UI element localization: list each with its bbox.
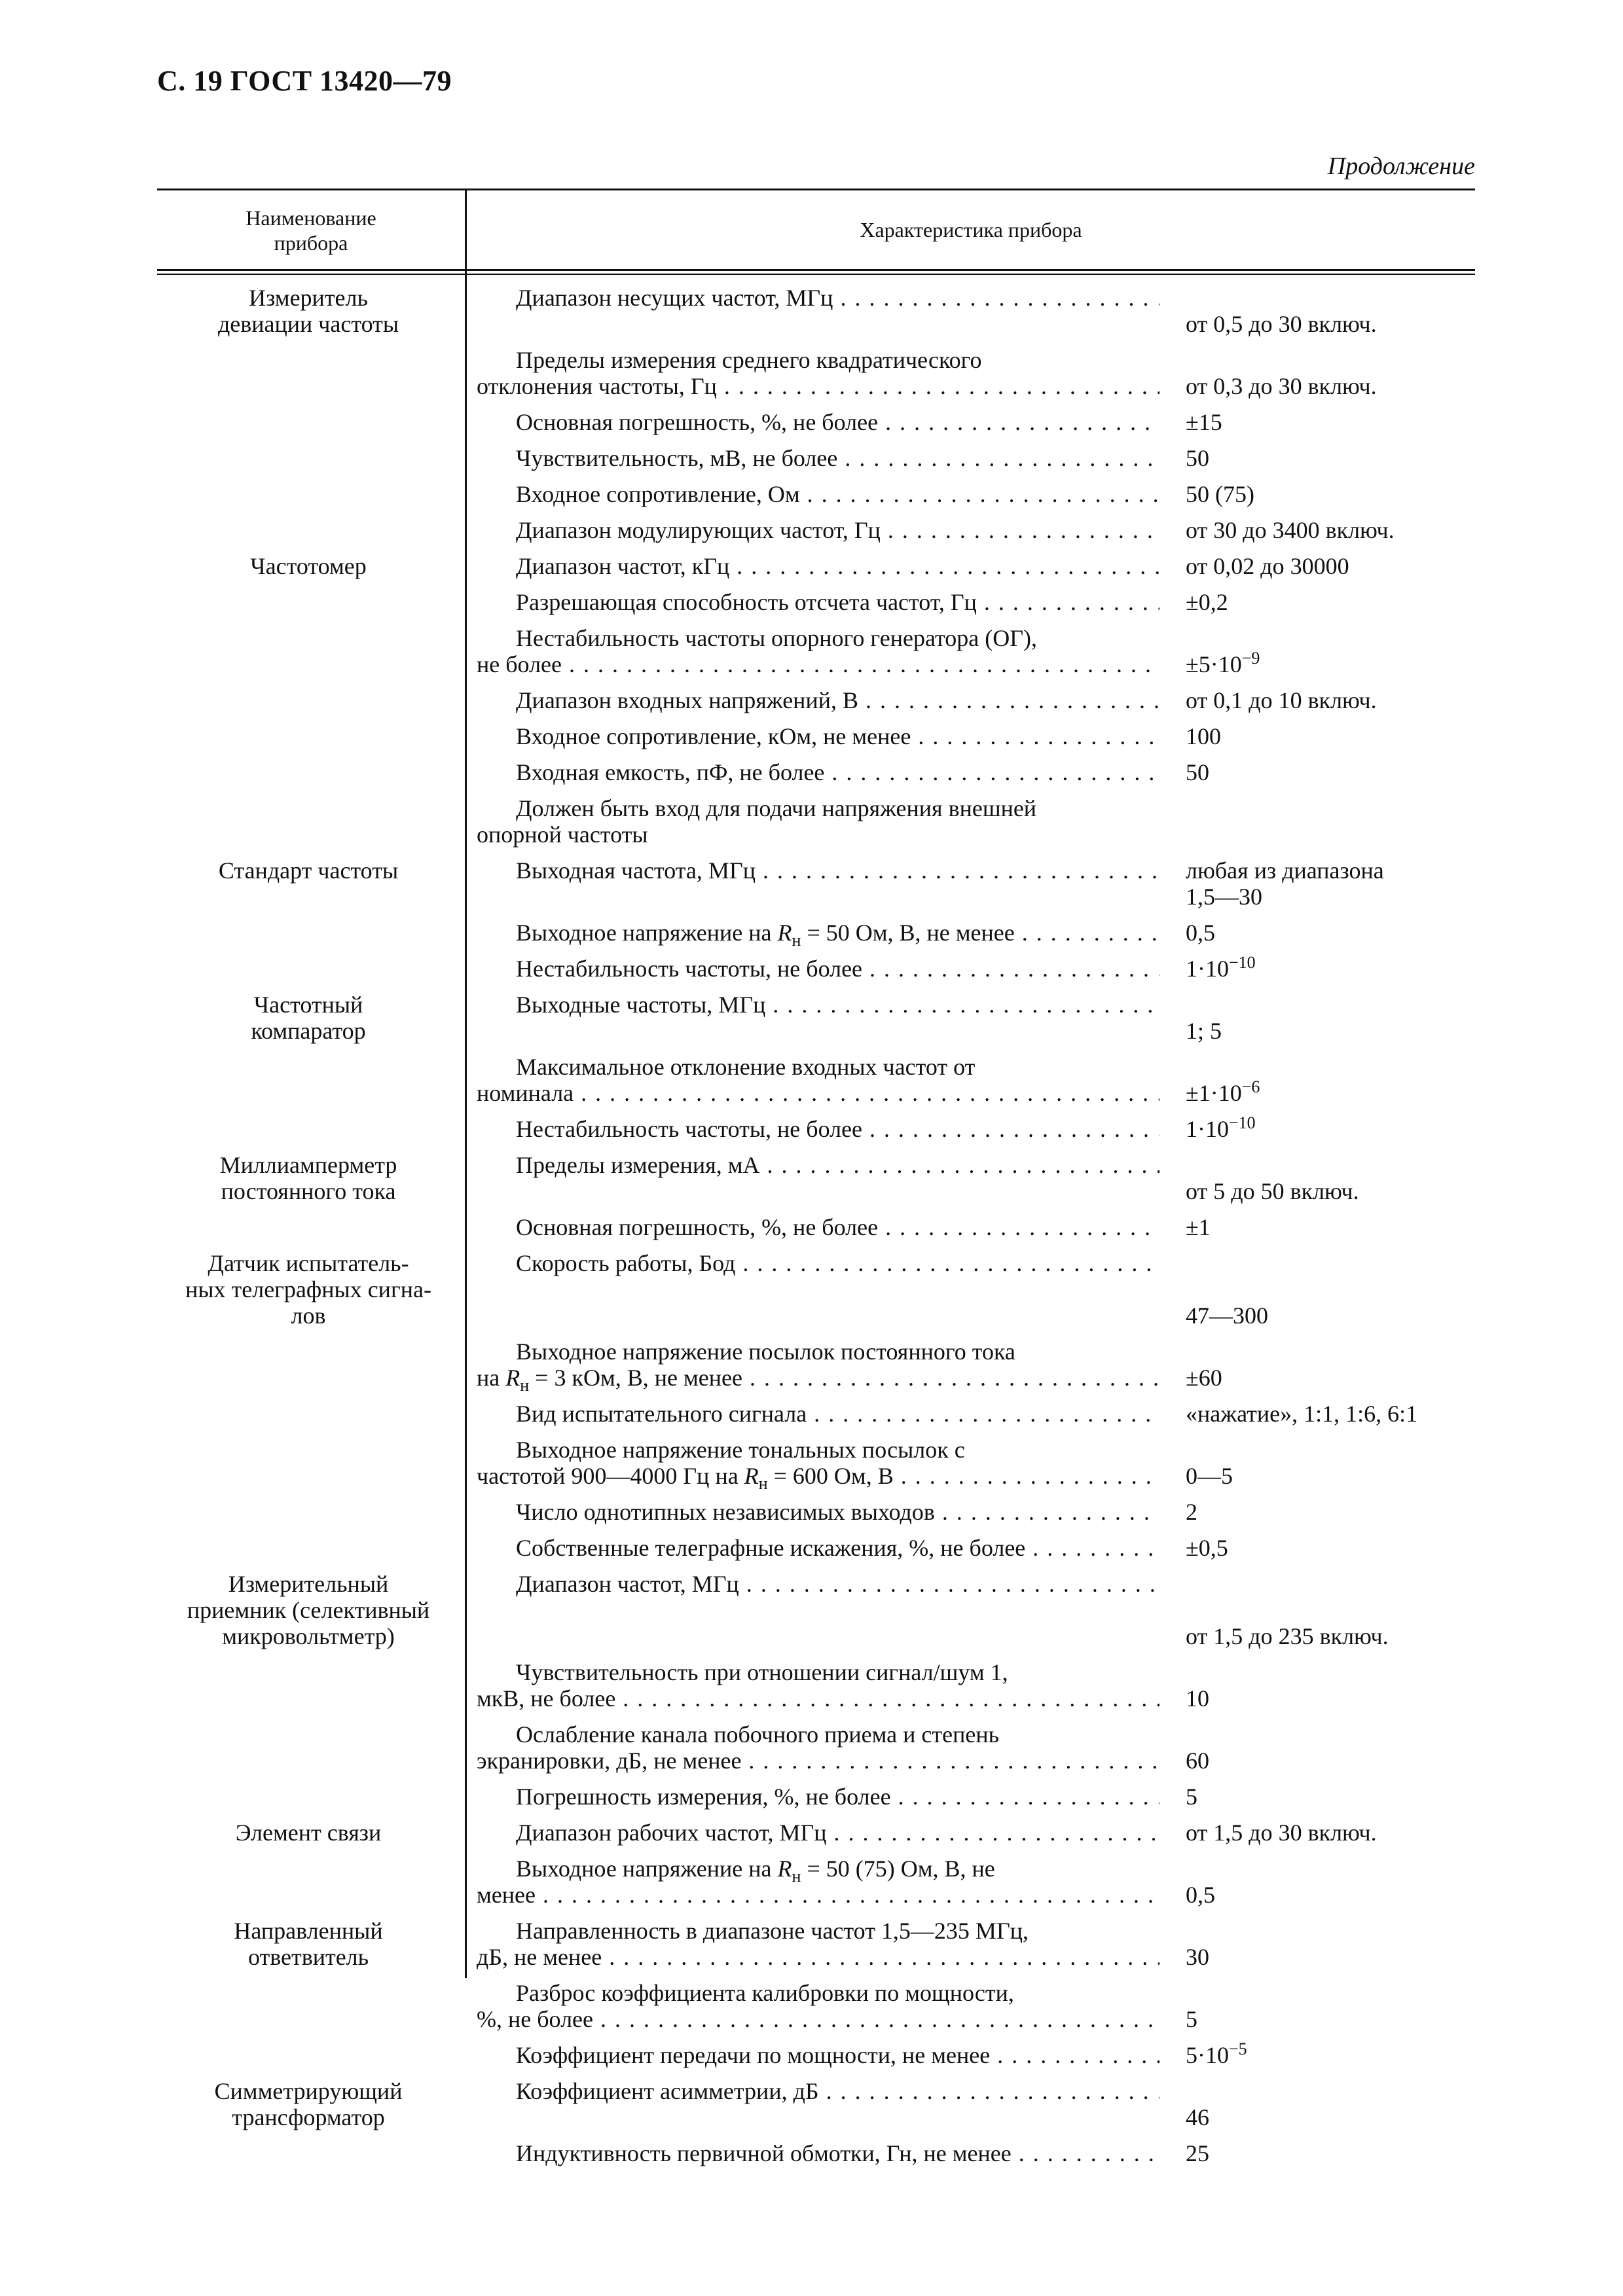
characteristic: Выходные частоты, МГц . . . xyxy=(477,992,1159,1044)
characteristic: Диапазон несущих частот, МГц . . . xyxy=(477,285,1159,337)
characteristic-value: «нажатие», 1:1, 1:6, 6:1 xyxy=(1186,1401,1418,1427)
device-name xyxy=(157,1499,465,1525)
characteristic: Диапазон входных напряжений, В . . . xyxy=(477,687,1159,713)
characteristic-value: 100 xyxy=(1186,723,1221,749)
table-row xyxy=(157,2140,1475,2166)
characteristic-value: 10 xyxy=(1186,1685,1209,1712)
characteristic-value: 5 xyxy=(1186,1784,1197,1810)
characteristic: Выходное напряжение на $R_н = 50$ Ом, В, не менее . . . xyxy=(477,920,1159,946)
characteristic-value: $1\cdot 10^{-10}$ xyxy=(1186,1113,1256,1142)
characteristic-value: 30 xyxy=(1186,1944,1209,1970)
characteristic: Разброс коэффициента калибровки по мощности, %, не более . . . xyxy=(477,1980,1159,2032)
table-row xyxy=(157,953,1475,982)
characteristic-value: 50 xyxy=(1186,445,1209,471)
characteristic-value: 47—300 xyxy=(1186,1302,1268,1329)
device-name: Миллиамперметр постоянного тока xyxy=(219,1152,397,1204)
column-header-device: Наименование прибора xyxy=(246,206,376,255)
device-name xyxy=(157,1054,465,1106)
table-row xyxy=(157,795,1475,848)
device-name xyxy=(157,625,465,677)
device-name xyxy=(157,1721,465,1774)
table-row xyxy=(157,1659,1475,1712)
device-name xyxy=(157,1401,465,1427)
characteristic: Выходная частота, МГц . . . xyxy=(477,857,1159,910)
table-row xyxy=(157,759,1475,785)
device-name xyxy=(157,1116,465,1142)
characteristic: Нестабильность частоты, не более . . . xyxy=(477,1116,1159,1142)
characteristic-value: $\pm 5\cdot 10^{-9}$ xyxy=(1186,649,1260,677)
table-row xyxy=(157,553,1475,579)
device-name xyxy=(157,1437,465,1489)
characteristic: Основная погрешность, %, не более . . . xyxy=(477,409,1159,435)
characteristic: Нестабильность частоты опорного генератора (ОГ), не более . . . xyxy=(477,625,1159,677)
table-body xyxy=(157,275,1475,2166)
device-name: Датчик испытатель- ных телеграфных сигна- лов xyxy=(185,1250,431,1329)
device-name: Измерительный приемник (селективный микровольтметр) xyxy=(187,1571,430,1649)
characteristic: Собственные телеграфные искажения, %, не более . . . xyxy=(477,1535,1159,1561)
device-name xyxy=(157,687,465,713)
characteristic: Погрешность измерения, %, не более . . . xyxy=(477,1784,1159,1810)
device-name: Элемент связи xyxy=(235,1820,382,1846)
table-row xyxy=(157,992,1475,1044)
characteristic: Коэффициент асимметрии, дБ . . . xyxy=(477,2078,1159,2130)
characteristic: Входная емкость, пФ, не более . . . xyxy=(477,759,1159,785)
device-name xyxy=(157,1338,465,1391)
table-row xyxy=(157,589,1475,615)
device-name xyxy=(157,517,465,543)
device-name xyxy=(157,589,465,615)
characteristic-value: от 1,5 до 235 включ. xyxy=(1186,1623,1389,1649)
table-row xyxy=(157,1152,1475,1204)
table-row xyxy=(157,1338,1475,1391)
characteristic-value: ±1 xyxy=(1186,1214,1211,1240)
characteristic: Коэффициент передачи по мощности, не менее . . . xyxy=(477,2042,1159,2068)
column-header-characteristic: Характеристика прибора xyxy=(860,218,1082,242)
device-name xyxy=(157,2042,465,2068)
characteristic: Должен быть вход для подачи напряжения внешней опорной частоты xyxy=(477,795,1037,848)
characteristic-value: от 0,5 до 30 включ. xyxy=(1186,311,1377,337)
table-row xyxy=(157,481,1475,507)
table-row xyxy=(157,1721,1475,1774)
characteristic: Диапазон рабочих частот, МГц . . . xyxy=(477,1820,1159,1846)
characteristic-value: ±60 xyxy=(1186,1365,1222,1391)
table-row xyxy=(157,625,1475,677)
characteristic-value: $1\cdot 10^{-10}$ xyxy=(1186,953,1256,982)
characteristic-value: 2 xyxy=(1186,1499,1197,1525)
device-name xyxy=(157,445,465,471)
device-name xyxy=(157,481,465,507)
characteristic: Диапазон частот, МГц . . . xyxy=(477,1571,1159,1649)
device-name xyxy=(157,2140,465,2166)
characteristic-value: 50 (75) xyxy=(1186,481,1254,507)
characteristic: Максимальное отклонение входных частот от номинала . . . xyxy=(477,1054,1159,1106)
characteristic-value: $\pm 1\cdot 10^{-6}$ xyxy=(1186,1077,1260,1106)
table-row xyxy=(157,1535,1475,1561)
characteristic-value: от 30 до 3400 включ. xyxy=(1186,517,1395,543)
table-row xyxy=(157,2078,1475,2130)
device-name xyxy=(157,1856,465,1908)
characteristic-value: 0,5 xyxy=(1186,1882,1215,1908)
table-row xyxy=(157,723,1475,749)
device-name xyxy=(157,1214,465,1240)
characteristic: Диапазон модулирующих частот, Гц . . . xyxy=(477,517,1159,543)
table-row xyxy=(157,1784,1475,1810)
device-name xyxy=(157,1535,465,1561)
characteristic: Разрешающая способность отсчета частот, Гц . . . xyxy=(477,589,1159,615)
characteristic-value: 0—5 xyxy=(1186,1463,1233,1489)
characteristic: Пределы измерения среднего квадратического отклонения частоты, Гц . . . xyxy=(477,347,1159,399)
characteristic: Вид испытательного сигнала . . . xyxy=(477,1401,1159,1427)
table-row xyxy=(157,409,1475,435)
device-name xyxy=(157,956,465,982)
device-name xyxy=(157,1980,465,2032)
characteristic: Пределы измерения, мА . . . xyxy=(477,1152,1159,1204)
characteristic-value: $5\cdot 10^{-5}$ xyxy=(1186,2039,1247,2068)
characteristic-value: 60 xyxy=(1186,1748,1209,1774)
characteristic: Выходное напряжение посылок постоянного тока на $R_н = 3$ кОм, В, не менее . . . xyxy=(477,1338,1159,1391)
characteristic: Нестабильность частоты, не более . . . xyxy=(477,956,1159,982)
characteristic-value: 50 xyxy=(1186,759,1209,785)
characteristic: Входное сопротивление, Ом . . . xyxy=(477,481,1159,507)
characteristic-value: 25 xyxy=(1186,2140,1209,2166)
characteristic-value: от 0,1 до 10 включ. xyxy=(1186,687,1377,713)
characteristic-value: 5 xyxy=(1186,2006,1197,2032)
table-row xyxy=(157,1980,1475,2032)
device-name xyxy=(157,409,465,435)
characteristic-value: от 5 до 50 включ. xyxy=(1186,1178,1359,1204)
characteristic: Диапазон частот, кГц . . . xyxy=(477,553,1159,579)
table-row xyxy=(157,2039,1475,2068)
device-name xyxy=(157,759,465,785)
table-row xyxy=(157,347,1475,399)
device-name xyxy=(157,1784,465,1810)
characteristic: Выходное напряжение тональных посылок с частотой 900—4000 Гц на $R_н = 600$ Ом, В . . . xyxy=(477,1437,1159,1489)
device-name: Направленный ответвитель xyxy=(234,1918,383,1970)
device-name xyxy=(157,795,465,848)
characteristic-value: ±15 xyxy=(1186,409,1222,435)
characteristic-value: от 0,3 до 30 включ. xyxy=(1186,373,1377,399)
table-row xyxy=(157,1401,1475,1427)
table-row xyxy=(157,1499,1475,1525)
page-header: С. 19 ГОСТ 13420—79 xyxy=(157,65,452,97)
device-name: Частотомер xyxy=(250,553,367,579)
characteristic-value: ±0,5 xyxy=(1186,1535,1228,1561)
characteristic: Индуктивность первичной обмотки, Гн, не менее . . . xyxy=(477,2140,1159,2166)
device-name xyxy=(157,920,465,946)
characteristic-value: от 0,02 до 30000 xyxy=(1186,553,1349,579)
device-name xyxy=(157,347,465,399)
header-rule xyxy=(157,269,1475,271)
characteristic-value: 46 xyxy=(1186,2104,1209,2130)
table-row xyxy=(157,920,1475,946)
table-row xyxy=(157,1054,1475,1106)
table-row xyxy=(157,1113,1475,1142)
characteristic-value: любая из диапазона 1,5—30 xyxy=(1186,857,1384,910)
characteristic-value: 1; 5 xyxy=(1186,1018,1222,1044)
table-top-rule xyxy=(157,188,1475,190)
table-row xyxy=(157,687,1475,713)
characteristic: Число однотипных независимых выходов . . . xyxy=(477,1499,1159,1525)
characteristic: Выходное напряжение на $R_н = 50$ (75) Ом, В, не менее . . . xyxy=(477,1856,1159,1908)
characteristic: Чувствительность, мВ, не более . . . xyxy=(477,445,1159,471)
characteristic: Входное сопротивление, кОм, не менее . . . xyxy=(477,723,1159,749)
device-name: Измеритель девиации частоты xyxy=(217,285,399,337)
characteristic: Направленность в диапазоне частот 1,5—235 МГц, дБ, не менее . . . xyxy=(477,1918,1159,1970)
table-row xyxy=(157,1820,1475,1846)
characteristic-value: ±0,2 xyxy=(1186,589,1228,615)
characteristic-value: от 1,5 до 30 включ. xyxy=(1186,1820,1377,1846)
table-row xyxy=(157,1250,1475,1329)
table-row xyxy=(157,285,1475,337)
table-row xyxy=(157,1918,1475,1970)
continuation-label: Продолжение xyxy=(1327,152,1475,180)
device-name: Стандарт частоты xyxy=(218,857,399,884)
device-name: Частотный компаратор xyxy=(251,992,366,1044)
characteristic-value xyxy=(1159,795,1448,848)
characteristic-value: 0,5 xyxy=(1186,920,1215,946)
device-name xyxy=(157,1659,465,1712)
device-name: Симметрирующий трансформатор xyxy=(214,2078,403,2130)
table-row xyxy=(157,1214,1475,1240)
table-row xyxy=(157,1571,1475,1649)
characteristic: Ослабление канала побочного приема и степень экранировки, дБ, не менее . . . xyxy=(477,1721,1159,1774)
characteristic: Скорость работы, Бод . . . xyxy=(477,1250,1159,1329)
table-row xyxy=(157,1437,1475,1489)
device-name xyxy=(157,723,465,749)
table-row xyxy=(157,857,1475,910)
table-row xyxy=(157,1856,1475,1908)
table-row xyxy=(157,517,1475,543)
characteristic: Чувствительность при отношении сигнал/шум 1, мкВ, не более . . . xyxy=(477,1659,1159,1712)
table-row xyxy=(157,445,1475,471)
characteristic: Основная погрешность, %, не более . . . xyxy=(477,1214,1159,1240)
